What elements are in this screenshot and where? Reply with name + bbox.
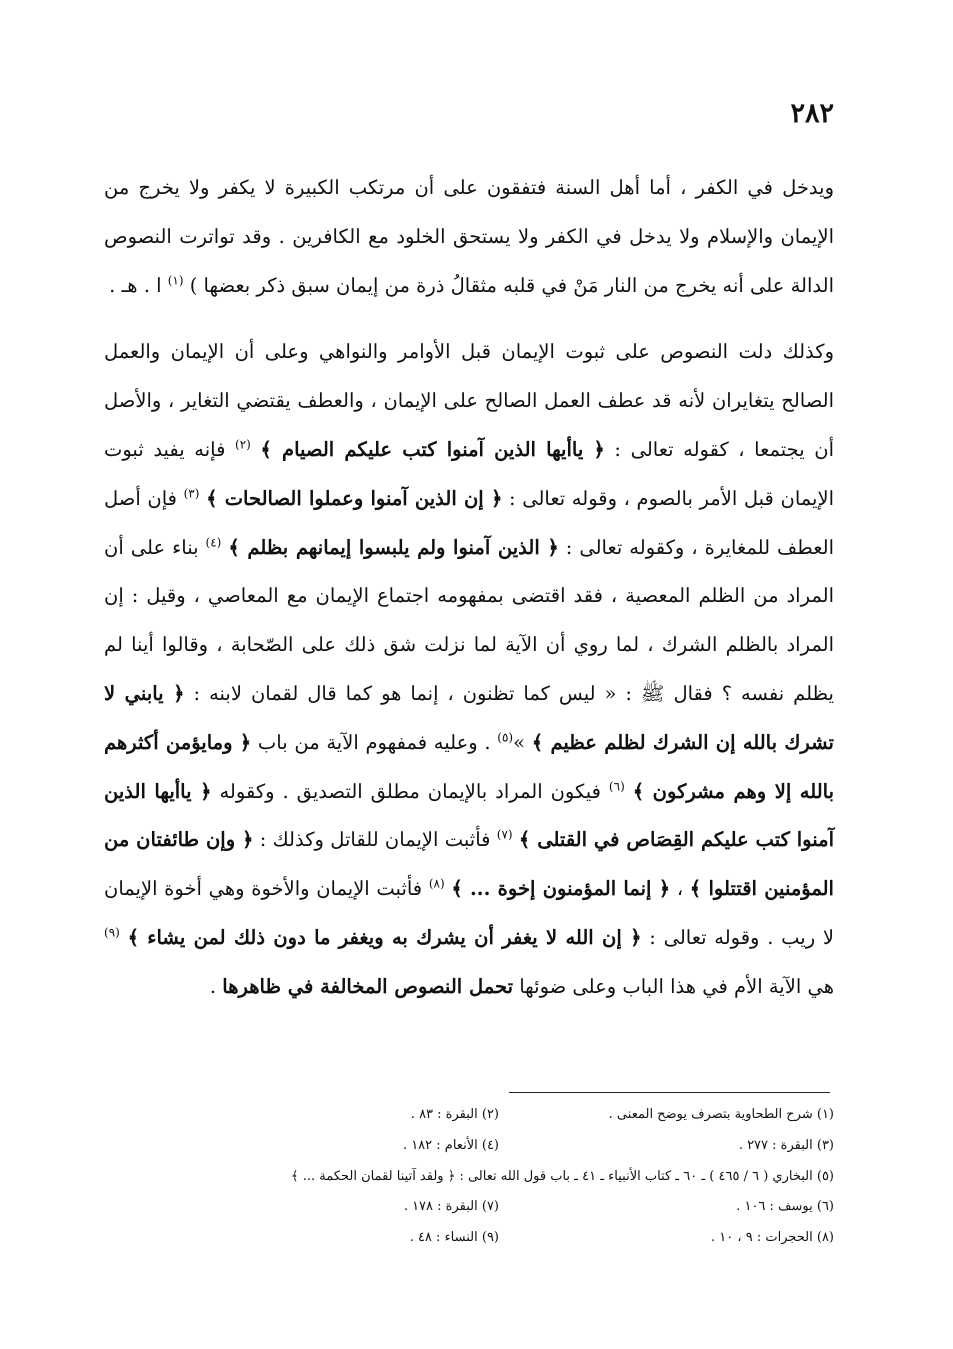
footnote-9: (٩) النساء : ٤٨ . [409, 1230, 499, 1246]
footnote-5: (٥) البخاري ( ٦ / ٤٦٥ ) ـ ٦٠ ـ كتاب الأنبياء ـ ٤١ ـ باب قول الله تعالى : ﴿ ولقد آتينا لقمان الحكمة ... ﴾ [291, 1168, 834, 1184]
footnote-ref-7: (٧) [496, 827, 513, 842]
footnote-ref-8: (٨) [428, 876, 445, 891]
p2-bold-phrase: تحمل النصوص المخالفة في ظاهرها [222, 974, 514, 998]
p2-text-1: وكذلك دلت النصوص على ثبوت الإيمان قبل الأوامر والنواهي وعلى أن الإيمان والعمل الصالح يتغايران لأنه قد عطف العمل الصالح على الإيمان ، والعطف يقتضي التغاير ، والأصل أن يجتمعا ، كقوله تعالى : [104, 340, 834, 461]
p2-text-5: » [513, 730, 532, 754]
footnote-row [164, 1162, 834, 1193]
p2-text-8: فأثبت الإيمان للقاتل وكذلك : [253, 828, 497, 852]
footnote-row [164, 1192, 834, 1223]
paragraph-1 [104, 164, 834, 310]
quran-quote-6: ﴿ ياأيها الذين آمنوا كتب عليكم القِصَاص في القتلى ﴾ [104, 779, 834, 852]
footnote-ref-2: (٢) [235, 437, 251, 452]
footnote-row [164, 1223, 834, 1254]
quran-quote-7: ﴿ وإن طائفتان من المؤمنين اقتتلوا ﴾ [104, 828, 834, 901]
p2-text-9: ، [670, 877, 690, 901]
p2-text-4: بناء على أن المراد من الظلم المعصية ، فقد اقتضى بمفهومه اجتماع الإيمان مع المعاصي ، وقيل : إن المراد بالظلم الشرك ، لما روي أن الآية لما نزلت شق ذلك على الصّحابة ، وقالوا أينا لم يظلم نفسه ؟ فقال ﷺ : « ليس كما تظنون ، إنما هو كما قال لقمان لابنه : [104, 535, 834, 705]
quran-quote-3: ﴿ الذين آمنوا ولم يلبسوا إيمانهم بظلم ﴾ [228, 535, 559, 559]
quran-quote-4: ﴿ يابني لا تشرك بالله إن الشرك لظلم عظيم ﴾ [104, 681, 834, 754]
p2-text-3: فإن أصل العطف للمغايرة ، وكقوله تعالى : [104, 486, 835, 559]
footnote-2: (٢) البقرة : ٨٣ . [410, 1107, 499, 1122]
footnote-4: (٤) الأنعام : ١٨٢ . [402, 1137, 499, 1153]
footnote-divider [509, 1092, 830, 1093]
p2-text-2: فإنه يفيد ثبوت الإيمان قبل الأمر بالصوم ، وقوله تعالى : [104, 437, 835, 510]
footnote-7: (٧) البقرة : ١٧٨ . [403, 1199, 499, 1215]
footnote-ref-9: (٩) [104, 925, 120, 940]
quran-quote-5: ﴿ ومايؤمن أكثرهم بالله إلا وهم مشركون ﴾ [104, 730, 835, 803]
footnote-6: (٦) يوسف : ١٠٦ . [736, 1199, 834, 1215]
paragraph-2 [104, 328, 834, 1011]
paragraph-1-end: ا . هـ . [109, 273, 168, 297]
footnote-ref-5: (٥) [497, 730, 514, 745]
footnote-ref-6: (٦) [608, 779, 625, 794]
footnote-ref-1: (١) [167, 273, 184, 288]
quran-quote-9: ﴿ إن الله لا يغفر أن يشرك به ويغفر ما دون ذلك لمن يشاء ﴾ [127, 925, 642, 949]
footnotes [164, 1100, 834, 1254]
footnote-1: (١) شرح الطحاوية بتصرف يوضح المعنى . [608, 1107, 834, 1122]
footnote-row [164, 1131, 834, 1162]
p2-text-11: هي الآية الأم في هذا الباب وعلى ضوئها [513, 974, 834, 998]
quran-quote-1: ﴿ ياأيها الذين آمنوا كتب عليكم الصيام ﴾ [260, 437, 605, 461]
p2-text-6: . وعليه فمفهوم الآية من باب [251, 730, 498, 754]
quran-quote-8: ﴿ إنما المؤمنون إخوة ... ﴾ [451, 877, 671, 901]
footnote-8: (٨) الحجرات : ٩ ، ١٠ . [711, 1230, 834, 1246]
page-number: ٢٨٢ [790, 98, 834, 129]
footnote-ref-4: (٤) [205, 535, 222, 550]
p2-text-10: فأثبت الإيمان والأخوة وهي أخوة الإيمان لا ريب . وقوله تعالى : [104, 877, 834, 949]
paragraph-1-text: ويدخل في الكفر ، أما أهل السنة فتفقون على أن مرتكب الكبيرة لا يكفر ولا يخرج من الإيمان والإسلام ولا يدخل في الكفر ولا يستحق الخلود مع الكافرين . وقد تواترت النصوص الدالة على أنه يخرج من النار مَنْ في قلبه مثقالُ ذرة من إيمان سبق ذكر بعضها ) [104, 176, 834, 297]
footnote-row [164, 1100, 834, 1131]
main-text [104, 164, 834, 1036]
footnote-3: (٣) البقرة : ٢٧٧ . [738, 1137, 834, 1153]
p2-text-7: فيكون المراد بالإيمان مطلق التصديق . وكقوله [211, 779, 609, 803]
footnote-ref-3: (٣) [183, 486, 200, 501]
quran-quote-2: ﴿ إن الذين آمنوا وعملوا الصالحات ﴾ [206, 486, 503, 510]
p2-text-13: . [209, 974, 223, 998]
